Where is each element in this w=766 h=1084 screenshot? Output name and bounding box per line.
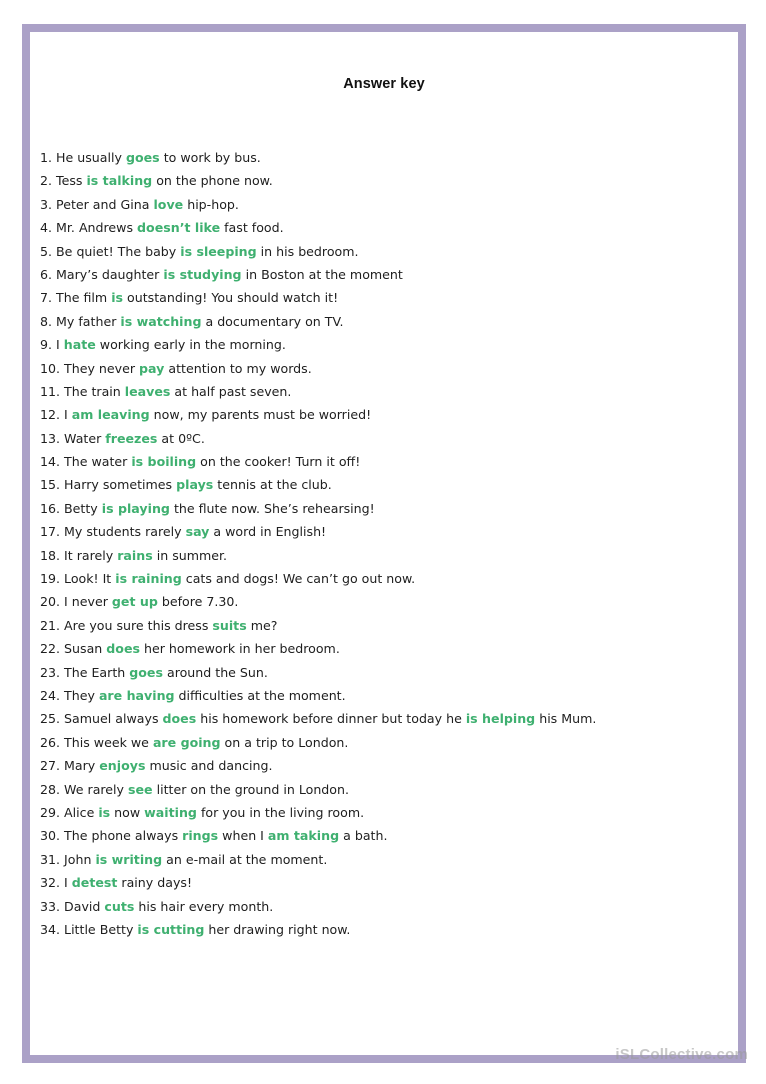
page-title: Answer key (343, 76, 425, 92)
answer-item (40, 871, 596, 894)
answer-verb: leaves (124, 383, 171, 399)
answer-verb: am leaving (71, 407, 150, 423)
answer-verb: freezes (105, 430, 158, 446)
answer-number: 27. (40, 758, 61, 774)
answer-verb: is playing (101, 500, 170, 516)
answer-number: 15. (40, 477, 61, 493)
answer-item (40, 848, 596, 871)
answer-item (40, 895, 596, 918)
answer-item (40, 567, 596, 590)
answer-number: 31. (40, 851, 61, 867)
answer-verb: goes (129, 664, 163, 680)
answer-item (40, 450, 596, 473)
sentence-text: Susan (64, 641, 107, 657)
sentence-text: Tess (56, 173, 87, 189)
answer-number: 1. (40, 150, 53, 165)
answer-number: 8. (40, 313, 53, 329)
sentence-text: Mary (64, 758, 100, 774)
sentence-text: his Mum. (535, 711, 597, 727)
sentence-text: They (64, 687, 99, 703)
answer-number: 9. (40, 337, 53, 353)
sentence-text: He usually (56, 150, 126, 165)
sentence-text: a word in English! (209, 524, 327, 540)
answer-item (40, 333, 596, 356)
answer-number: 11. (40, 383, 61, 399)
answer-number: 14. (40, 454, 61, 470)
sentence-text: her drawing right now. (204, 921, 351, 937)
answer-verb: say (185, 524, 210, 540)
answer-item (40, 497, 596, 520)
answer-verb: is watching (120, 313, 202, 329)
sentence-text: I (64, 407, 72, 423)
sentence-text: rainy days! (117, 875, 193, 891)
answer-verb: enjoys (99, 758, 146, 774)
answer-verb: is sleeping (180, 243, 257, 259)
sentence-text: This week we (64, 734, 153, 750)
sentence-text: his homework before dinner but today he (196, 711, 466, 727)
answer-verb: is studying (163, 266, 242, 282)
answer-number: 2. (40, 173, 53, 189)
sentence-text: Little Betty (64, 921, 138, 937)
sentence-text: tennis at the club. (213, 477, 332, 493)
answer-number: 6. (40, 266, 53, 282)
sentence-text: I (56, 337, 64, 353)
answer-verb: does (162, 711, 197, 727)
sentence-text: in Boston at the moment (241, 266, 403, 282)
sentence-text: I (64, 875, 72, 891)
sentence-text: Be quiet! The baby (56, 243, 181, 259)
answer-item (40, 403, 596, 426)
answer-number: 33. (40, 898, 61, 914)
answer-number: 16. (40, 500, 61, 516)
answer-item (40, 590, 596, 613)
answer-item (40, 544, 596, 567)
answer-number: 3. (40, 196, 53, 212)
sentence-text: Water (64, 430, 106, 446)
answer-verb: waiting (144, 804, 197, 820)
answer-verb: is boiling (131, 454, 197, 470)
sentence-text: an e-mail at the moment. (162, 851, 328, 867)
answer-number: 29. (40, 804, 61, 820)
sentence-text: his hair every month. (134, 898, 274, 914)
sentence-text: My father (56, 313, 121, 329)
sentence-text: Harry sometimes (64, 477, 177, 493)
sentence-text: when I (218, 828, 268, 844)
answer-item (40, 380, 596, 403)
answer-item (40, 473, 596, 496)
answer-number: 13. (40, 430, 61, 446)
answer-item (40, 286, 596, 309)
answer-verb: is talking (86, 173, 153, 189)
sentence-text: Are you sure this dress (64, 617, 213, 633)
answer-number: 23. (40, 664, 61, 680)
sentence-text: The film (56, 290, 112, 306)
answer-verb: is raining (115, 571, 182, 587)
sentence-text: around the Sun. (162, 664, 268, 680)
page-border-frame (22, 24, 746, 1063)
sentence-text: her homework in her bedroom. (140, 641, 340, 657)
answer-item (40, 427, 596, 450)
answer-verb: love (153, 196, 184, 212)
answer-item (40, 146, 596, 169)
sentence-text: at half past seven. (170, 383, 292, 399)
answer-verb: is cutting (137, 921, 205, 937)
sentence-text: music and dancing. (145, 758, 273, 774)
answer-number: 12. (40, 407, 61, 423)
answer-item (40, 169, 596, 192)
sentence-text: in summer. (152, 547, 228, 563)
answer-verb: is writing (95, 851, 163, 867)
sentence-text: me? (246, 617, 278, 633)
answer-item (40, 731, 596, 754)
sentence-text: Samuel always (64, 711, 163, 727)
answer-number: 26. (40, 734, 61, 750)
answer-verb: detest (71, 875, 118, 891)
answer-number: 7. (40, 290, 53, 306)
answer-number: 10. (40, 360, 61, 376)
answer-item (40, 193, 596, 216)
answer-verb: see (128, 781, 153, 797)
answer-item (40, 310, 596, 333)
sentence-text: They never (64, 360, 140, 376)
sentence-text: in his bedroom. (256, 243, 359, 259)
sentence-text: attention to my words. (164, 360, 312, 376)
sentence-text: on the phone now. (152, 173, 273, 189)
answer-verb: cuts (104, 898, 135, 914)
answer-verb: is (98, 804, 111, 820)
sentence-text: now, my parents must be worried! (149, 407, 372, 423)
sentence-text: working early in the morning. (95, 337, 286, 353)
answer-item (40, 661, 596, 684)
watermark: iSLCollective.com (615, 1046, 748, 1063)
sentence-text: It rarely (64, 547, 118, 563)
sentence-text: David (64, 898, 105, 914)
answer-verb: is helping (465, 711, 536, 727)
answer-item (40, 824, 596, 847)
sentence-text: I never (64, 594, 112, 610)
answer-number: 32. (40, 875, 61, 891)
answer-item (40, 707, 596, 730)
sentence-text: We rarely (64, 781, 129, 797)
sentence-text: the flute now. She’s rehearsing! (169, 500, 375, 516)
sentence-text: cats and dogs! We can’t go out now. (181, 571, 416, 587)
answer-number: 4. (40, 220, 53, 236)
answer-number: 21. (40, 617, 61, 633)
sentence-text: The phone always (64, 828, 183, 844)
answer-item (40, 216, 596, 239)
sentence-text: Look! It (64, 571, 116, 587)
sentence-text: litter on the ground in London. (152, 781, 349, 797)
sentence-text: on a trip to London. (220, 734, 349, 750)
sentence-text: My students rarely (64, 524, 186, 540)
sentence-text: before 7.30. (157, 594, 239, 610)
answer-item (40, 754, 596, 777)
sentence-text: a documentary on TV. (201, 313, 344, 329)
sentence-text: on the cooker! Turn it off! (196, 454, 361, 470)
sentence-text: outstanding! You should watch it! (123, 290, 339, 306)
sentence-text: Alice (64, 804, 99, 820)
answer-verb: plays (176, 477, 214, 493)
answer-number: 30. (40, 828, 61, 844)
answer-item (40, 918, 596, 941)
answer-item (40, 778, 596, 801)
answer-verb: is (111, 290, 124, 306)
sentence-text: difficulties at the moment. (174, 687, 346, 703)
sentence-text: John (64, 851, 96, 867)
answer-verb: pay (139, 360, 165, 376)
answer-verb: rains (117, 547, 153, 563)
answer-number: 19. (40, 571, 61, 587)
answer-verb: are going (152, 734, 221, 750)
answer-item (40, 240, 596, 263)
answer-number: 17. (40, 524, 61, 540)
answer-number: 34. (40, 921, 61, 937)
answer-number: 24. (40, 687, 61, 703)
sentence-text: at 0ºC. (157, 430, 205, 446)
answer-verb: doesn’t like (137, 220, 221, 236)
answer-verb: goes (125, 150, 160, 165)
answer-item (40, 520, 596, 543)
sentence-text: Peter and Gina (56, 196, 154, 212)
answer-number: 28. (40, 781, 61, 797)
answer-item (40, 357, 596, 380)
sentence-text: to work by bus. (159, 150, 261, 165)
sentence-text: Mary’s daughter (56, 266, 164, 282)
answer-verb: are having (98, 687, 175, 703)
sentence-text: a bath. (339, 828, 388, 844)
answer-verb: does (106, 641, 141, 657)
sentence-text: hip-hop. (183, 196, 239, 212)
sentence-text: The train (64, 383, 125, 399)
answer-verb: suits (212, 617, 247, 633)
answer-verb: get up (111, 594, 158, 610)
answer-verb: rings (182, 828, 219, 844)
sentence-text: fast food. (220, 220, 284, 236)
sentence-text: The Earth (64, 664, 130, 680)
answer-item (40, 614, 596, 637)
answer-number: 22. (40, 641, 61, 657)
answer-verb: am taking (267, 828, 340, 844)
answer-item (40, 637, 596, 660)
sentence-text: The water (64, 454, 132, 470)
answer-number: 20. (40, 594, 61, 610)
answer-number: 25. (40, 711, 61, 727)
answer-number: 18. (40, 547, 61, 563)
sentence-text: for you in the living room. (196, 804, 365, 820)
answer-item (40, 263, 596, 286)
answer-number: 5. (40, 243, 53, 259)
answer-verb: hate (63, 337, 96, 353)
sentence-text: Mr. Andrews (56, 220, 138, 236)
answer-list (40, 146, 596, 941)
answer-item (40, 801, 596, 824)
sentence-text: now (110, 804, 145, 820)
sentence-text: Betty (64, 500, 102, 516)
answer-item (40, 684, 596, 707)
